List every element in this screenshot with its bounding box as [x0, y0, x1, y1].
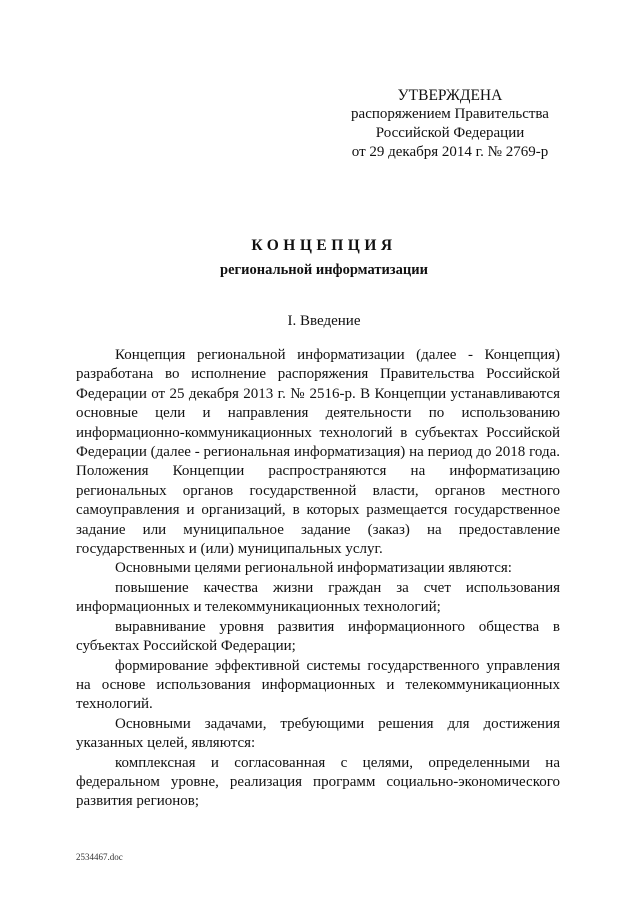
- paragraph: повышение качества жизни граждан за счет использования информационных и телекоммуникационных технологий;: [76, 579, 560, 616]
- paragraph: формирование эффективной системы государственного управления на основе использования информационных и телекоммуникационных технологий.: [76, 657, 560, 713]
- paragraph: выравнивание уровня развития информационного общества в субъектах Российской Федерации;: [76, 618, 560, 655]
- approval-stamp: [330, 86, 570, 162]
- approval-line-1: распоряжением Правительства: [351, 106, 549, 122]
- section-heading: I. Введение: [287, 313, 361, 329]
- document-title: КОНЦЕПЦИЯ: [251, 237, 397, 254]
- paragraph: Концепция региональной информатизации (далее - Концепция) разработана во исполнение распоряжения Правительства Российской Федерации от 25 декабря 2013 г. № 2516-р. В Концепции устанавливаются основные цели и направления деятельности по использованию информационно-коммуникационных технологий в субъектах Российской Федерации (далее - региональная информатизация) на период до 2018 года. Положения Концепции распространяются на информатизацию региональных органов государственной власти, органов местного самоуправления и организаций, в которых размещается государственное задание или муниципальное задание (заказ) на предоставление государственных и (или) муниципальных услуг.: [76, 347, 560, 558]
- paragraph: Основными целями региональной информатизации являются:: [115, 560, 512, 577]
- footer-file-code: 2534467.doc: [76, 852, 123, 862]
- approval-line-3: от 29 декабря 2014 г. № 2769-р: [351, 144, 549, 160]
- document-subtitle: региональной информатизации: [220, 262, 428, 278]
- paragraph: комплексная и согласованная с целями, определенными на федеральном уровне, реализация программ социально-экономического развития регионов;: [76, 754, 560, 810]
- body-text: [76, 346, 560, 812]
- paragraph: Основными задачами, требующими решения для достижения указанных целей, являются:: [76, 715, 560, 752]
- approval-line-2: Российской Федерации: [375, 125, 525, 141]
- approval-title: УТВЕРЖДЕНА: [397, 87, 503, 104]
